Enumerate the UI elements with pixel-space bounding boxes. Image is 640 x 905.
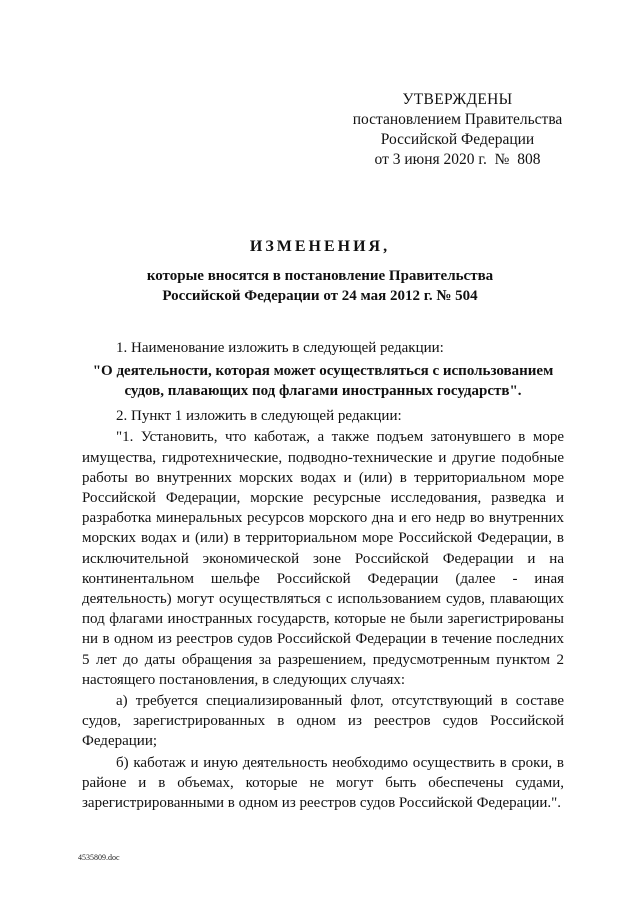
- approval-line-2: Российской Федерации: [380, 131, 535, 148]
- document-title: [60, 236, 580, 306]
- item-1: 1. Наименование изложить в следующей редакции:: [116, 340, 444, 356]
- subitem-a: а) требуется специализированный флот, отсутствующий в составе судов, зарегистрированных в одном из реестров судов Российской Федерации;: [82, 693, 564, 750]
- title-sub-line-1: которые вносятся в постановление Правительства: [146, 268, 494, 284]
- subitem-b: б) каботаж и иную деятельность необходимо осуществить в сроки, в районе и в объемах, которые не могут быть обеспечены судами, зарегистрированными в одном из реестров судов Российской Федерации.".: [82, 754, 564, 812]
- title-sub-line-2: Российской Федерации от 24 мая 2012 г. № 504: [162, 288, 478, 304]
- title-main: ИЗМЕНЕНИЯ,: [249, 238, 391, 255]
- approval-heading: УТВЕРЖДЕНЫ: [402, 91, 513, 108]
- approval-line-1: постановлением Правительства: [352, 111, 563, 128]
- item-2: 2. Пункт 1 изложить в следующей редакции:: [116, 408, 402, 425]
- approval-date-line: от 3 июня 2020 г. № 808: [374, 151, 541, 168]
- item-1-new-title: "О деятельности, которая может осуществляться с использованием судов, плавающих под флагами иностранных государств".: [92, 363, 554, 400]
- footer-filename: 4535809.doc: [78, 853, 120, 862]
- item-2-new-text: "1. Установить, что каботаж, а также подъем затонувшего в море имущества, гидротехнические, подводно-технические и другие подобные работы во внутренних морских водах и (или) в территориальном море Российской Федерации, морские ресурсные исследования, разведка и разработка минеральных ресурсов морского дна и его недр во внутренних морских водах и (или) в территориальном море Российской Федерации, в исключительной экономической зоне Российской Федерации и на континентальном шельфе Российской Федерации (далее - иная деятельность) могут осуществляться с использованием судов, плавающих под флагами иностранных государств, которые не были зарегистрированы ни в одном из реестров судов Российской Федерации в течение последних 5 лет до даты обращения за разрешением, предусмотренным пунктом 2 настоящего постановления, в следующих случаях:: [82, 429, 564, 688]
- approval-block: [340, 90, 575, 170]
- document-body: [82, 338, 564, 813]
